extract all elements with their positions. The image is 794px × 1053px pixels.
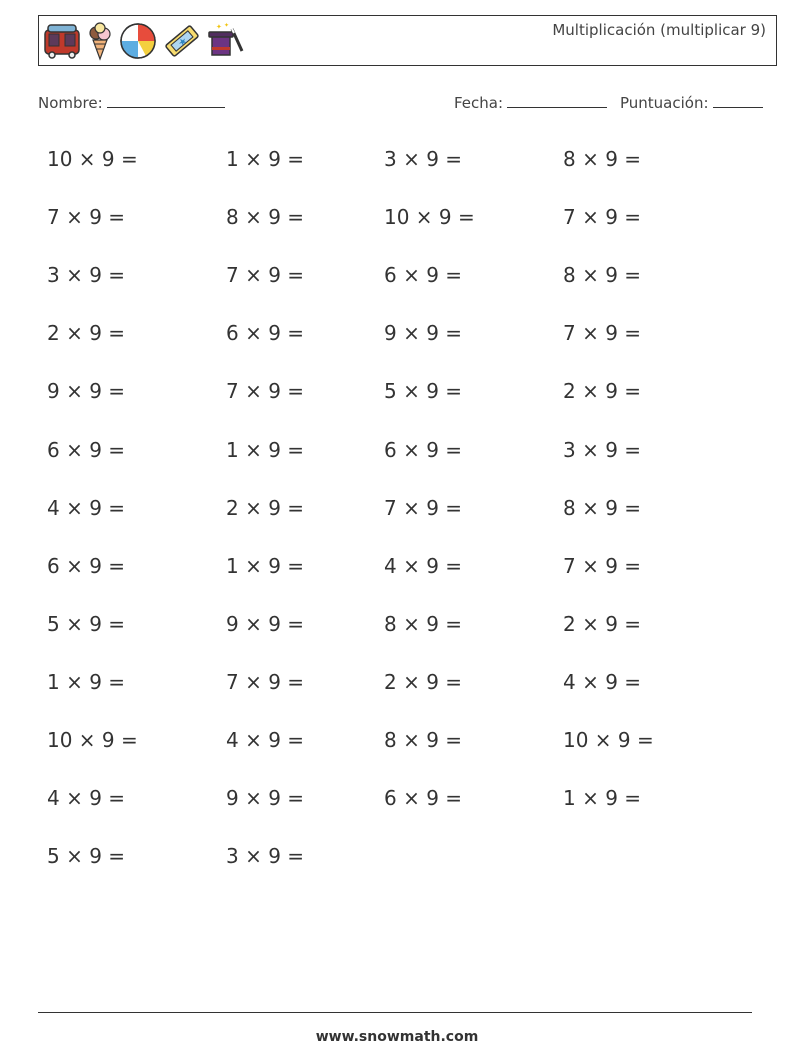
problem-item: 1 × 9 = — [226, 147, 305, 171]
date-label: Fecha: — [454, 94, 504, 112]
problem-item: 9 × 9 = — [226, 786, 305, 811]
name-label: Nombre: — [38, 94, 103, 112]
score-blank — [713, 93, 763, 108]
worksheet-header — [38, 15, 777, 66]
score-label: Puntuación: — [620, 94, 709, 112]
tram-icon — [42, 21, 82, 61]
problem-item: 5 × 9 = — [384, 379, 463, 404]
problem-item: 6 × 9 = — [47, 553, 126, 578]
problem-item: 3 × 9 = — [226, 844, 305, 869]
problem-item: 7 × 9 = — [226, 263, 305, 288]
problem-item: 1 × 9 = — [226, 437, 305, 462]
problem-item: 6 × 9 = — [384, 786, 463, 811]
problem-item: 3 × 9 = — [384, 147, 463, 171]
problem-item: 6 × 9 = — [226, 321, 305, 346]
problem-item: 8 × 9 = — [563, 147, 642, 171]
problem-item: 9 × 9 = — [47, 379, 126, 404]
beach-ball-icon — [118, 21, 158, 61]
problem-item: 4 × 9 = — [384, 553, 463, 578]
date-field — [454, 93, 607, 112]
score-field — [620, 93, 763, 112]
problem-item: 10 × 9 = — [47, 728, 138, 752]
problem-item: 10 × 9 = — [563, 728, 654, 752]
problem-item: 2 × 9 = — [47, 321, 126, 346]
magic-hat-icon — [206, 21, 246, 61]
problem-item: 3 × 9 = — [563, 437, 642, 462]
problem-item: 7 × 9 = — [563, 553, 642, 578]
ice-cream-icon — [86, 21, 114, 61]
svg-text:✦: ✦ — [216, 23, 222, 31]
problem-item: 2 × 9 = — [563, 611, 642, 636]
problem-item: 1 × 9 = — [47, 669, 126, 694]
problem-item: 8 × 9 = — [384, 728, 463, 752]
footer-website: www.snowmath.com — [315, 1029, 479, 1045]
problem-item: 8 × 9 = — [226, 205, 305, 230]
worksheet-title: Multiplicación (multiplicar 9) — [552, 21, 766, 39]
problem-item: 2 × 9 = — [384, 669, 463, 694]
problem-item: 8 × 9 = — [563, 263, 642, 288]
problem-item: 9 × 9 = — [384, 321, 463, 346]
problem-item: 7 × 9 = — [226, 379, 305, 404]
problem-item: 7 × 9 = — [384, 495, 463, 520]
problem-item: 7 × 9 = — [47, 205, 126, 230]
problem-item: 8 × 9 = — [384, 611, 463, 636]
problem-item: 10 × 9 = — [384, 205, 475, 230]
problem-item: 6 × 9 = — [47, 437, 126, 462]
problem-item: 6 × 9 = — [384, 437, 463, 462]
problem-item: 4 × 9 = — [563, 669, 642, 694]
problem-item: 4 × 9 = — [47, 786, 126, 811]
problem-item: 1 × 9 = — [226, 553, 305, 578]
problem-item: 3 × 9 = — [47, 263, 126, 288]
name-blank — [107, 93, 225, 108]
problem-item: 9 × 9 = — [226, 611, 305, 636]
problem-item: 4 × 9 = — [47, 495, 126, 520]
svg-text:✦: ✦ — [224, 22, 230, 29]
problem-item: 5 × 9 = — [47, 844, 126, 869]
problem-item: 1 × 9 = — [563, 786, 642, 811]
problem-item: 7 × 9 = — [563, 321, 642, 346]
name-field — [38, 93, 225, 112]
date-blank — [507, 93, 607, 108]
problem-item: 10 × 9 = — [47, 147, 138, 171]
problem-item: 5 × 9 = — [47, 611, 126, 636]
problem-item: 7 × 9 = — [563, 205, 642, 230]
problem-item: 7 × 9 = — [226, 669, 305, 694]
problem-item: 6 × 9 = — [384, 263, 463, 288]
ticket-icon — [162, 21, 202, 61]
problem-item: 4 × 9 = — [226, 728, 305, 752]
header-icons — [42, 21, 246, 61]
problem-item: 2 × 9 = — [563, 379, 642, 404]
problem-item: 8 × 9 = — [563, 495, 642, 520]
footer-divider — [38, 1012, 752, 1013]
problem-item: 2 × 9 = — [226, 495, 305, 520]
